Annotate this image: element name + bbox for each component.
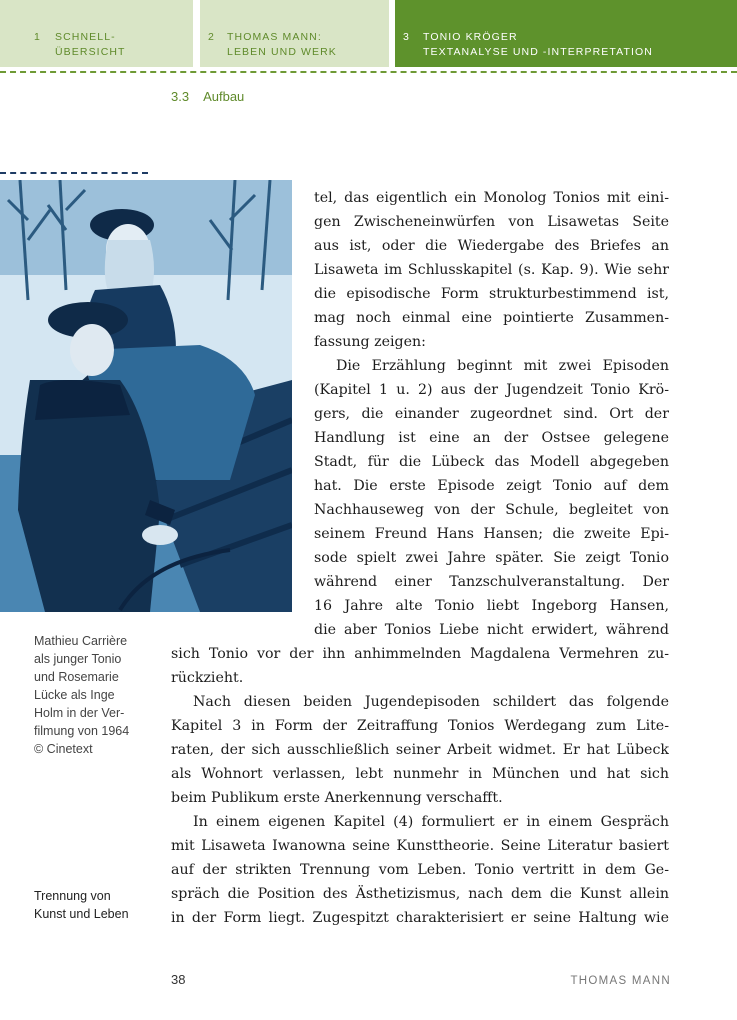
header-divider	[0, 71, 737, 73]
body-line: Kapitel 3 in Form der Zeitraffung Tonios Werdegang zum Lite-	[171, 718, 669, 734]
running-title: THOMAS MANN	[570, 975, 671, 987]
nav-tab-overview[interactable]	[0, 0, 193, 67]
body-line: spräch die Position des Ästhetizismus, nach dem die Kunst allein	[171, 886, 669, 902]
body-line: 16 Jahre alte Tonio liebt Ingeborg Hansen,	[314, 598, 669, 614]
film-still-image	[0, 180, 292, 612]
body-line: seinem Freund Hans Hansen; die zweite Epi-	[314, 526, 669, 542]
body-line: Nach diesen beiden Jugendepisoden schildert das folgende	[193, 694, 669, 710]
body-line: raten, der sich ausschließlich seiner Arbeit widmet. Er hat Lübeck	[171, 742, 669, 758]
film-still-photo	[0, 180, 292, 612]
tab-label: SCHNELL- ÜBERSICHT	[55, 31, 126, 58]
page-number: 38	[171, 972, 186, 987]
body-line: mit Lisaweta Iwanowna seine Kunsttheorie. Seine Literatur basiert	[171, 838, 669, 854]
photo-divider	[0, 172, 148, 174]
body-line: tel, das eigentlich ein Monolog Tonios mit eini-	[314, 190, 669, 206]
body-line: gen Zwischeneinwürfen von Lisawetas Seite	[314, 214, 669, 230]
body-line: die aber Tonios Liebe nicht erwidert, während	[314, 622, 669, 638]
margin-note: Trennung von Kunst und Leben	[34, 889, 129, 921]
body-line: rückzieht.	[171, 670, 244, 686]
body-line: die episodische Form strukturbestimmend ist,	[314, 286, 669, 302]
body-line: hat. Die erste Episode zeigt Tonio auf dem	[314, 478, 669, 494]
tab-number: 3	[403, 31, 410, 43]
body-line: sode spielt zwei Jahre später. Sie zeigt Tonio	[314, 550, 669, 566]
body-line: sich Tonio vor der ihn anhimmelnden Magdalena Vermehren zu-	[171, 646, 669, 662]
body-line: während einer Tanzschulveranstaltung. Der	[314, 574, 669, 590]
body-line: mag noch einmal eine pointierte Zusammen-	[314, 310, 669, 326]
body-line: auf der strikten Trennung vom Leben. Tonio vertritt in dem Ge-	[171, 862, 669, 878]
photo-caption: Mathieu Carrière als junger Tonio und Rosemarie Lücke als Inge Holm in der Ver- filmung von 1964 © Cinetext	[34, 634, 130, 756]
tab-number: 1	[34, 31, 41, 43]
body-line: Handlung ist eine an der Ostsee gelegene	[314, 430, 669, 446]
body-line: fassung zeigen:	[314, 334, 426, 350]
body-line: (Kapitel 1 u. 2) aus der Jugendzeit Tonio Krö-	[314, 382, 669, 398]
body-line: In einem eigenen Kapitel (4) formuliert er in einem Gespräch	[193, 814, 669, 830]
body-line: Die Erzählung beginnt mit zwei Episoden	[336, 358, 669, 374]
body-line: als Wohnort verlassen, lebt nunmehr in München und hat sich	[171, 766, 669, 782]
section-heading	[171, 89, 244, 104]
tab-label: TONIO KRÖGER TEXTANALYSE UND -INTERPRETATION	[423, 31, 653, 58]
body-line: in der Form liegt. Zugespitzt charakterisiert er seine Haltung wie	[171, 910, 669, 926]
tab-number: 2	[208, 31, 215, 43]
body-line: gers, die einander zugeordnet sind. Ort der	[314, 406, 669, 422]
body-line: Lisaweta im Schlusskapitel (s. Kap. 9). Wie sehr	[314, 262, 669, 278]
body-line: beim Publikum erste Anerkennung verschafft.	[171, 790, 503, 806]
section-number: 3.3	[171, 89, 190, 104]
body-line: Nachhauseweg von der Schule, begleitet von	[314, 502, 669, 518]
section-title: Aufbau	[203, 89, 245, 104]
body-line: Stadt, für die Lübeck das Modell abgegeben	[314, 454, 669, 470]
nav-tab-biography[interactable]	[200, 0, 389, 67]
tab-label: THOMAS MANN: LEBEN UND WERK	[227, 31, 337, 58]
body-line: aus ist, oder die Wiedergabe des Briefes an	[314, 238, 669, 254]
nav-tab-analysis[interactable]	[395, 0, 737, 67]
